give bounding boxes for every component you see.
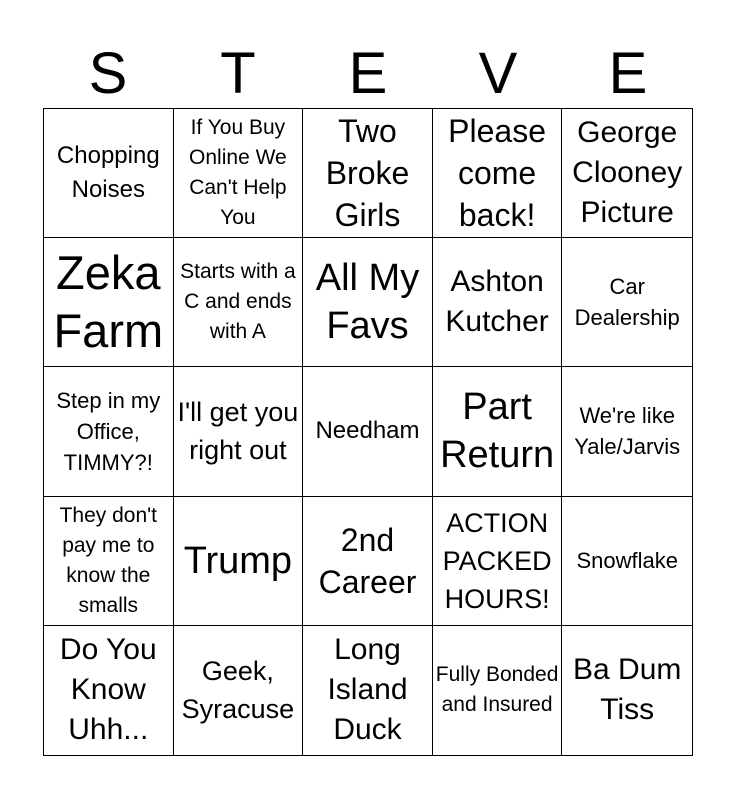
cell-text: If You Buy Online We Can't Help You: [189, 116, 287, 230]
bingo-cell[interactable]: [174, 497, 304, 626]
cell-text: Two Broke Girls: [325, 113, 410, 234]
bingo-cell[interactable]: [174, 367, 304, 496]
cell-text: I'll get you right out: [177, 397, 299, 466]
bingo-cell[interactable]: [44, 367, 174, 496]
cell-text: Long Island Duck: [327, 633, 408, 747]
bingo-cell[interactable]: [562, 626, 692, 755]
cell-text: Ba Dum Tiss: [573, 653, 682, 727]
cell-text: Do You Know Uhh...: [59, 633, 157, 747]
bingo-cell[interactable]: [303, 626, 433, 755]
bingo-cell[interactable]: [44, 238, 174, 367]
cell-text: George Clooney Picture: [572, 116, 683, 230]
cell-text: ACTION PACKED HOURS!: [442, 507, 552, 614]
bingo-grid: [43, 108, 693, 756]
cell-text: Car Dealership: [574, 274, 680, 331]
bingo-cell[interactable]: [433, 626, 563, 755]
cell-text: Trump: [183, 539, 293, 582]
cell-text: Chopping Noises: [56, 142, 160, 204]
bingo-cell[interactable]: [303, 109, 433, 238]
header-letter-t: T: [220, 41, 256, 106]
header-letter-e-2: E: [608, 41, 648, 106]
bingo-cell[interactable]: [303, 497, 433, 626]
bingo-cell[interactable]: [433, 238, 563, 367]
header-letter-s: S: [88, 41, 128, 106]
cell-text: Geek, Syracuse: [181, 656, 295, 725]
bingo-cell[interactable]: [562, 367, 692, 496]
cell-text: 2nd Career: [318, 521, 417, 600]
cell-text: Starts with a C and ends with A: [180, 260, 296, 344]
cell-text: Please come back!: [448, 113, 547, 234]
bingo-cell[interactable]: [433, 367, 563, 496]
bingo-header: [43, 40, 693, 108]
cell-text: Ashton Kutcher: [445, 265, 549, 339]
bingo-cell[interactable]: [44, 497, 174, 626]
bingo-cell[interactable]: [562, 497, 692, 626]
bingo-cell[interactable]: [303, 238, 433, 367]
cell-text: Fully Bonded and Insured: [435, 663, 559, 717]
header-letter-e: E: [348, 41, 388, 106]
bingo-cell[interactable]: [562, 109, 692, 238]
bingo-cell[interactable]: [433, 497, 563, 626]
bingo-cell[interactable]: [44, 109, 174, 238]
bingo-cell[interactable]: [174, 238, 304, 367]
cell-text: Zeka Farm: [53, 246, 164, 358]
cell-text: Step in my Office, TIMMY?!: [56, 387, 161, 475]
cell-text: All My Favs: [315, 257, 420, 348]
cell-text: They don't pay me to know the smalls: [59, 503, 157, 617]
cell-text: Snowflake: [576, 548, 678, 574]
bingo-cell[interactable]: [433, 109, 563, 238]
cell-text: Part Return: [440, 386, 555, 477]
cell-text: We're like Yale/Jarvis: [574, 403, 681, 460]
bingo-cell[interactable]: [303, 367, 433, 496]
cell-text: Needham: [315, 417, 420, 445]
header-letter-v: V: [478, 41, 518, 106]
bingo-cell[interactable]: [174, 109, 304, 238]
bingo-cell[interactable]: [562, 238, 692, 367]
bingo-cell[interactable]: [174, 626, 304, 755]
bingo-cell[interactable]: [44, 626, 174, 755]
